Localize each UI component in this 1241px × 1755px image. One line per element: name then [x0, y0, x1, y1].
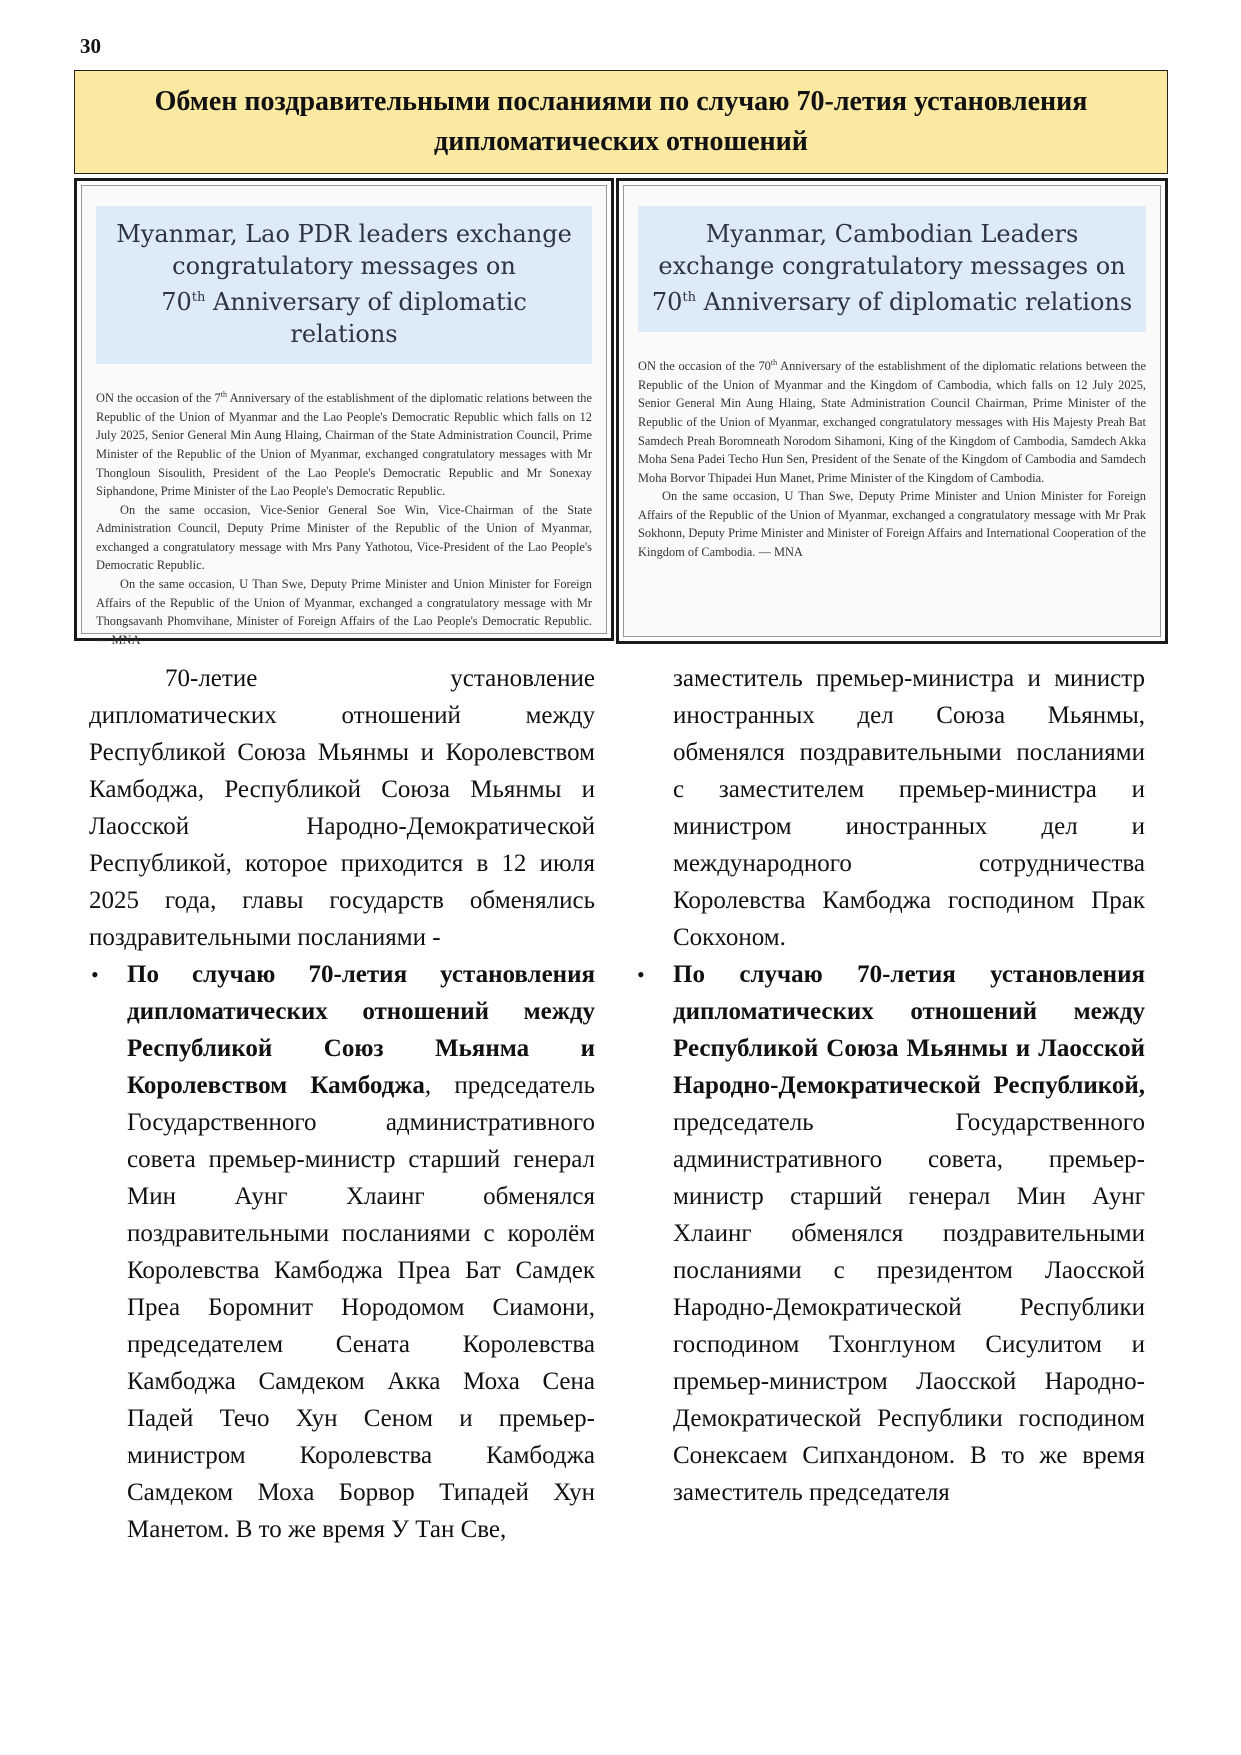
bullet-text: председатель Государственного административного совета, премьер-министр старший генерал Мин Аунг Хлаинг обменялся поздравительными посланиями с президентом Лаосской Народно-Демократической Республики господином Тхонглуном Сисулитом и премьер-министром Лаосской Народно-Демократической Республики господином Сонексаем Сипхандоном. В то же время заместитель председателя — [673, 1109, 1145, 1506]
headline-superscript: th — [191, 290, 206, 305]
clipping-superscript: th — [770, 358, 778, 367]
bullet-text: , председатель Государственного административного совета премьер-министр старший генерал Мин Аунг Хлаинг обменялся поздравительными посланиями с королём Королевства Камбоджа Преа Бат Самдек Преа Боромнит Нородомом Сиамони, председателем Сената Королевства Камбоджа Самдеком Акка Моха Сена Падей Течо Хун Сеном и премьер-министром Королевства Камбоджа Самдеком Моха Борвор Типадей Хун Манетом. В то же время У Тан Све, — [127, 1072, 595, 1543]
headline-rest: Anniversary of diplomatic relations — [695, 288, 1133, 316]
clipping-headline-line1: Myanmar, Lao PDR leaders exchange — [116, 220, 572, 248]
page-number: 30 — [80, 34, 101, 58]
page-title-line2: дипломатических отношений — [434, 126, 808, 157]
bullet-icon: • — [91, 962, 99, 987]
clipping-paragraph: On the same occasion, U Than Swe, Deputy Prime Minister and Union Minister for Foreign Affairs of the Republic of the Union of Myanmar, exchanged a congratulatory message with Mr Prak Sokhonn, Deputy Prime Minister and Minister of Foreign Affairs and International Cooperation of the Kingdom of Cambodia. — MNA — [638, 489, 1146, 560]
news-clipping-cambodia — [616, 178, 1168, 644]
clipping-headline-line2: congratulatory messages on — [172, 252, 516, 280]
clipping-text: ON the occasion of the 70 — [638, 359, 771, 374]
left-column — [89, 660, 595, 1548]
headline-rest: Anniversary of diplomatic relations — [205, 288, 527, 348]
clipping-frame — [623, 185, 1161, 637]
page-title-line1: Обмен поздравительными посланиями по случаю 70-летия установления — [154, 86, 1088, 117]
headline-superscript: th — [682, 290, 696, 305]
page-title — [74, 70, 1168, 174]
headline-number: 70 — [161, 288, 192, 316]
clipping-text: ON the occasion of the 7 — [96, 391, 221, 406]
headline-number: 70 — [651, 288, 683, 316]
clipping-body — [638, 354, 1146, 562]
clipping-paragraph — [96, 386, 592, 501]
bullet-icon: • — [637, 962, 645, 987]
clipping-headline-line3 — [648, 282, 1136, 318]
bullet-heading: По случаю 70-летия установления дипломатических отношений между Республикой Союз Мьянма и Королевством Камбоджа — [127, 961, 595, 1099]
clipping-superscript: th — [220, 390, 227, 399]
right-column — [637, 660, 1145, 1511]
continuation-paragraph: заместитель премьер-министра и министр иностранных дел Союза Мьянмы, обменялся поздравительными посланиями с заместителем премьер-министра и министром иностранных дел и международного сотрудничества Королевства Камбоджа господином Прак Сокхоном. — [673, 665, 1145, 951]
clipping-headline-line3 — [106, 282, 582, 350]
clipping-paragraph: On the same occasion, Vice-Senior General Soe Win, Vice-Chairman of the State Administration Council, Deputy Prime Minister of the Republic of the Union of Myanmar, exchanged a congratulatory message with Mrs Pany Yathotou, Vice-President of the Lao People's Democratic Republic. — [96, 502, 592, 573]
news-clipping-lao — [74, 178, 614, 647]
clipping-paragraph — [638, 354, 1146, 487]
clipping-headline-line1: Myanmar, Cambodian Leaders — [705, 220, 1079, 248]
clipping-text: Anniversary of the establishment of the diplomatic relations between the Republic of the Union of Myanmar and the Kingdom of Cambodia, which falls on 12 July 2025, Senior General Min Aung Hlaing, State Administration Council Chairman, Prime Minister of the Republic of the Union of Myanmar, exchanged congratulatory messages with His Majesty Preah Bat Samdech Preah Boromneath Norodom Sihamoni, King of the Kingdom of Cambodia, Samdech Akka Moha Sena Padei Techo Hun Sen, President of the Senate of the Kingdom of Cambodia and Samdech Moha Borvor Thipadei Hun Manet, Prime Minister of the Kingdom of Cambodia. — [638, 359, 1146, 485]
clipping-body — [96, 386, 592, 649]
bullet-item-lao — [635, 956, 1145, 1511]
bullet-item-cambodia — [89, 956, 595, 1548]
intro-paragraph: 70-летие установление дипломатических отношений между Республикой Союза Мьянмы и Королевством Камбоджа, Республикой Союза Мьянмы и Лаосской Народно-Демократической Республикой, которое приходится в 12 июля 2025 года, главы государств обменялись поздравительными посланиями - — [89, 665, 595, 951]
clipping-headline — [96, 206, 592, 364]
clipping-headline-line2: exchange congratulatory messages on — [658, 252, 1126, 280]
clipping-text: Anniversary of the establishment of the diplomatic relations between the Republic of the Union of Myanmar and the Lao People's Democratic Republic which falls on 12 July 2025, Senior General Min Aung Hlaing, Chairman of the State Administration Council, Prime Minister of the Republic of the Union of Myanmar, exchanged congratulatory messages with Mr Thongloun Sisoulith, President of the Lao People's Democratic Republic and Mr Sonexay Siphandone, Prime Minister of the Lao People's Democratic Republic. — [96, 391, 592, 499]
bullet-heading: По случаю 70-летия установления дипломатических отношений между Республикой Союза Мьянмы и Лаосской Народно-Демократической Республикой, — [673, 961, 1145, 1099]
clipping-paragraph: On the same occasion, U Than Swe, Deputy Prime Minister and Union Minister for Foreign Affairs of the Republic of the Union of Myanmar, exchanged a congratulatory message with Mr Thongsavanh Phomvihane, Minister of Foreign Affairs of the Lao People's Democratic Republic. — MNA — [96, 577, 592, 647]
clipping-frame — [81, 185, 607, 647]
clipping-headline — [638, 206, 1146, 332]
